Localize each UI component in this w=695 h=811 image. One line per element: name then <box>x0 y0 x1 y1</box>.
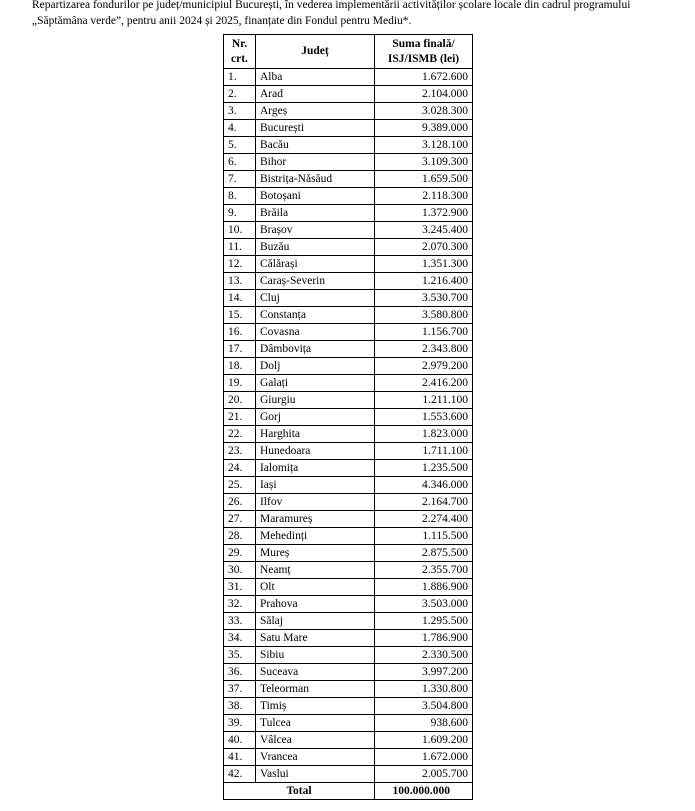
row-judet: Mehedinți <box>255 528 374 545</box>
row-judet: Galați <box>255 375 374 392</box>
table-row <box>224 409 473 426</box>
row-suma: 1.823.000 <box>375 426 473 443</box>
row-number: 34. <box>224 630 256 647</box>
row-number: 31. <box>224 579 256 596</box>
row-suma: 9.389.000 <box>375 120 473 137</box>
row-judet: Brașov <box>255 222 374 239</box>
row-number: 7. <box>224 171 256 188</box>
row-suma: 3.997.200 <box>375 664 473 681</box>
table-row <box>224 443 473 460</box>
row-suma: 2.330.500 <box>375 647 473 664</box>
table-row <box>224 69 473 86</box>
table-row <box>224 732 473 749</box>
row-number: 37. <box>224 681 256 698</box>
row-suma: 2.979.200 <box>375 358 473 375</box>
row-judet: Brăila <box>255 205 374 222</box>
row-judet: Mureș <box>255 545 374 562</box>
row-number: 2. <box>224 86 256 103</box>
row-number: 17. <box>224 341 256 358</box>
row-number: 14. <box>224 290 256 307</box>
table-row <box>224 86 473 103</box>
row-judet: Vrancea <box>255 749 374 766</box>
row-number: 3. <box>224 103 256 120</box>
table-row <box>224 545 473 562</box>
row-suma: 1.156.700 <box>375 324 473 341</box>
table-row <box>224 426 473 443</box>
table-row <box>224 375 473 392</box>
row-judet: Satu Mare <box>255 630 374 647</box>
row-number: 8. <box>224 188 256 205</box>
table-row <box>224 188 473 205</box>
row-suma: 1.672.000 <box>375 749 473 766</box>
row-suma: 3.530.700 <box>375 290 473 307</box>
row-number: 40. <box>224 732 256 749</box>
row-judet: Argeș <box>255 103 374 120</box>
row-number: 25. <box>224 477 256 494</box>
row-judet: Timiș <box>255 698 374 715</box>
row-number: 23. <box>224 443 256 460</box>
row-judet: Caraș-Severin <box>255 273 374 290</box>
row-judet: Bihor <box>255 154 374 171</box>
row-number: 28. <box>224 528 256 545</box>
row-number: 4. <box>224 120 256 137</box>
table-row <box>224 120 473 137</box>
row-judet: Sălaj <box>255 613 374 630</box>
intro-text <box>32 0 672 29</box>
row-judet: Olt <box>255 579 374 596</box>
row-suma: 3.245.400 <box>375 222 473 239</box>
row-number: 32. <box>224 596 256 613</box>
row-judet: Vaslui <box>255 766 374 783</box>
table-row <box>224 681 473 698</box>
row-number: 22. <box>224 426 256 443</box>
row-suma: 1.886.900 <box>375 579 473 596</box>
table-row <box>224 290 473 307</box>
row-number: 39. <box>224 715 256 732</box>
row-judet: Ilfov <box>255 494 374 511</box>
table-row <box>224 171 473 188</box>
row-suma: 1.659.500 <box>375 171 473 188</box>
row-number: 41. <box>224 749 256 766</box>
table-row <box>224 341 473 358</box>
row-number: 26. <box>224 494 256 511</box>
header-judet: Județ <box>255 35 374 69</box>
row-suma: 2.005.700 <box>375 766 473 783</box>
row-suma: 2.875.500 <box>375 545 473 562</box>
row-judet: Maramureș <box>255 511 374 528</box>
row-suma: 2.355.700 <box>375 562 473 579</box>
header-nr-label: Nr. crt. <box>231 37 248 65</box>
table-row <box>224 137 473 154</box>
intro-line-2: „Săptămâna verde”, pentru anii 2024 și 2025, finanțate din Fondul pentru Mediu*. <box>32 15 412 27</box>
table-row <box>224 596 473 613</box>
table-row <box>224 358 473 375</box>
row-judet: București <box>255 120 374 137</box>
row-judet: Covasna <box>255 324 374 341</box>
row-judet: Giurgiu <box>255 392 374 409</box>
row-number: 33. <box>224 613 256 630</box>
row-judet: Gorj <box>255 409 374 426</box>
row-suma: 1.295.500 <box>375 613 473 630</box>
row-number: 19. <box>224 375 256 392</box>
row-number: 35. <box>224 647 256 664</box>
row-judet: Arad <box>255 86 374 103</box>
row-judet: Călărași <box>255 256 374 273</box>
row-judet: Constanța <box>255 307 374 324</box>
row-number: 1. <box>224 69 256 86</box>
row-number: 38. <box>224 698 256 715</box>
row-number: 18. <box>224 358 256 375</box>
table-row <box>224 613 473 630</box>
table-row <box>224 154 473 171</box>
row-suma: 2.416.200 <box>375 375 473 392</box>
funds-table <box>223 34 473 800</box>
row-suma: 1.609.200 <box>375 732 473 749</box>
row-suma: 1.330.800 <box>375 681 473 698</box>
row-judet: Ialomița <box>255 460 374 477</box>
table-row <box>224 494 473 511</box>
table-row <box>224 256 473 273</box>
row-suma: 3.109.300 <box>375 154 473 171</box>
row-suma: 3.580.800 <box>375 307 473 324</box>
table-row <box>224 460 473 477</box>
row-suma: 4.346.000 <box>375 477 473 494</box>
row-judet: Alba <box>255 69 374 86</box>
row-judet: Hunedoara <box>255 443 374 460</box>
table-row <box>224 630 473 647</box>
intro-line-1: Repartizarea fondurilor pe județ/municipiul București, în vederea implementării activităților școlare locale din cadrul programului <box>32 0 631 11</box>
row-number: 42. <box>224 766 256 783</box>
table-row <box>224 307 473 324</box>
row-suma: 1.115.500 <box>375 528 473 545</box>
row-suma: 1.216.400 <box>375 273 473 290</box>
table-row <box>224 698 473 715</box>
row-number: 20. <box>224 392 256 409</box>
row-number: 29. <box>224 545 256 562</box>
table-row <box>224 528 473 545</box>
header-suma-label: Suma finală/ ISJ/ISMB (lei) <box>387 37 460 65</box>
row-number: 13. <box>224 273 256 290</box>
table-row <box>224 477 473 494</box>
row-number: 10. <box>224 222 256 239</box>
row-judet: Dolj <box>255 358 374 375</box>
table-row <box>224 647 473 664</box>
row-suma: 3.504.800 <box>375 698 473 715</box>
row-suma: 2.343.800 <box>375 341 473 358</box>
total-sum: 100.000.000 <box>375 783 473 800</box>
row-number: 6. <box>224 154 256 171</box>
row-suma: 938.600 <box>375 715 473 732</box>
row-suma: 3.128.100 <box>375 137 473 154</box>
row-number: 9. <box>224 205 256 222</box>
row-judet: Tulcea <box>255 715 374 732</box>
row-judet: Prahova <box>255 596 374 613</box>
table-row <box>224 579 473 596</box>
header-nr <box>224 35 256 69</box>
row-judet: Iași <box>255 477 374 494</box>
table-body <box>224 69 473 783</box>
table-row <box>224 103 473 120</box>
row-judet: Suceava <box>255 664 374 681</box>
table-row <box>224 324 473 341</box>
row-judet: Bacău <box>255 137 374 154</box>
row-judet: Bistrița-Năsăud <box>255 171 374 188</box>
row-suma: 1.672.600 <box>375 69 473 86</box>
table-row <box>224 715 473 732</box>
row-number: 12. <box>224 256 256 273</box>
row-suma: 1.235.500 <box>375 460 473 477</box>
table-row <box>224 511 473 528</box>
table-header-row <box>224 35 473 69</box>
row-suma: 1.553.600 <box>375 409 473 426</box>
row-number: 24. <box>224 460 256 477</box>
row-judet: Sibiu <box>255 647 374 664</box>
row-suma: 2.070.300 <box>375 239 473 256</box>
row-judet: Buzău <box>255 239 374 256</box>
row-suma: 1.211.100 <box>375 392 473 409</box>
row-suma: 1.786.900 <box>375 630 473 647</box>
row-suma: 2.104.000 <box>375 86 473 103</box>
total-row <box>224 783 473 800</box>
row-number: 30. <box>224 562 256 579</box>
row-judet: Cluj <box>255 290 374 307</box>
row-number: 21. <box>224 409 256 426</box>
row-number: 16. <box>224 324 256 341</box>
row-suma: 3.028.300 <box>375 103 473 120</box>
row-suma: 2.274.400 <box>375 511 473 528</box>
row-judet: Dâmbovița <box>255 341 374 358</box>
table-row <box>224 273 473 290</box>
header-suma <box>375 35 473 69</box>
row-judet: Vâlcea <box>255 732 374 749</box>
table-row <box>224 239 473 256</box>
row-number: 15. <box>224 307 256 324</box>
row-number: 27. <box>224 511 256 528</box>
table-row <box>224 664 473 681</box>
row-suma: 3.503.000 <box>375 596 473 613</box>
row-suma: 2.164.700 <box>375 494 473 511</box>
table-row <box>224 766 473 783</box>
row-judet: Teleorman <box>255 681 374 698</box>
table-row <box>224 562 473 579</box>
row-suma: 1.711.100 <box>375 443 473 460</box>
row-suma: 2.118.300 <box>375 188 473 205</box>
row-judet: Harghita <box>255 426 374 443</box>
row-judet: Botoșani <box>255 188 374 205</box>
table-row <box>224 392 473 409</box>
total-label: Total <box>224 783 375 800</box>
table-row <box>224 222 473 239</box>
row-number: 11. <box>224 239 256 256</box>
row-number: 36. <box>224 664 256 681</box>
row-suma: 1.351.300 <box>375 256 473 273</box>
row-suma: 1.372.900 <box>375 205 473 222</box>
row-judet: Neamț <box>255 562 374 579</box>
row-number: 5. <box>224 137 256 154</box>
table-row <box>224 749 473 766</box>
table-row <box>224 205 473 222</box>
